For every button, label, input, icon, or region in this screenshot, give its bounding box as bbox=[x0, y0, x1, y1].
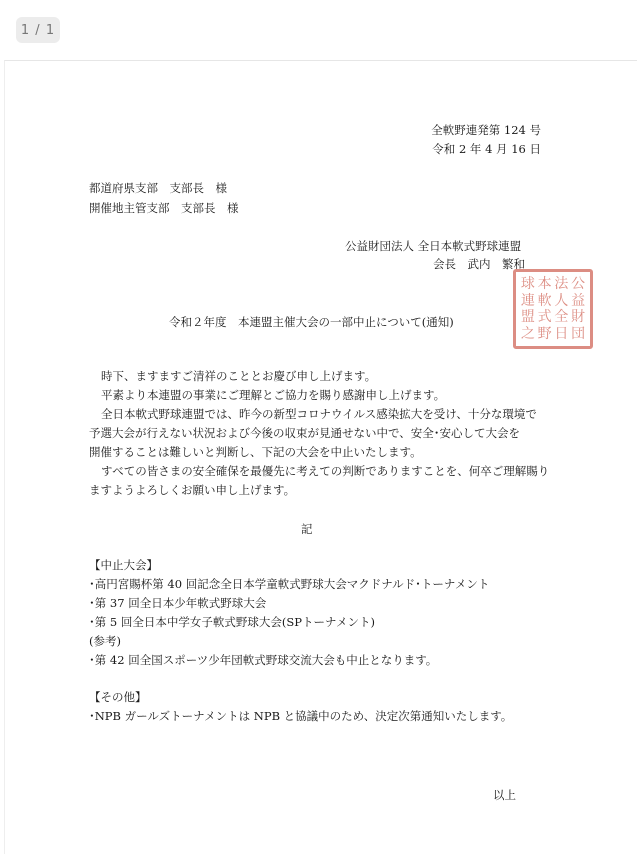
document-page bbox=[4, 60, 637, 854]
ki-label: 記 bbox=[301, 522, 313, 536]
seal-glyph: 本 bbox=[537, 275, 552, 292]
cancelled-item: ･高円宮賜杯第 40 回記念全日本学童軟式野球大会マクドナルド･トーナメント bbox=[89, 577, 490, 591]
cancelled-item: ･第 37 回全日本少年軟式野球大会 bbox=[89, 596, 267, 610]
seal-glyph: 連 bbox=[520, 292, 535, 309]
body-line: 予選大会が行えない状況および今後の収束が見通せない中で、安全･安心して大会を bbox=[89, 426, 521, 440]
seal-glyph: 軟 bbox=[537, 292, 552, 309]
reference-label: (参考) bbox=[89, 634, 121, 648]
recipient-1: 都道府県支部 支部長 様 bbox=[89, 181, 227, 195]
seal-glyph: 之 bbox=[520, 326, 535, 343]
seal-glyph: 人 bbox=[554, 292, 569, 309]
cancelled-item: ･第 5 回全日本中学女子軟式野球大会(SPトーナメント) bbox=[89, 615, 376, 629]
doc-date: 令和 2 年 4 月 16 日 bbox=[432, 142, 541, 156]
viewer-toolbar bbox=[0, 0, 640, 58]
seal-glyph: 法 bbox=[554, 275, 569, 292]
seal-glyph: 全 bbox=[554, 309, 569, 326]
seal-glyph: 球 bbox=[520, 275, 535, 292]
seal-glyph: 日 bbox=[554, 326, 569, 343]
cancelled-heading: 【中止大会】 bbox=[89, 558, 158, 572]
sender-org: 公益財団法人 全日本軟式野球連盟 bbox=[345, 239, 522, 253]
seal-glyph: 盟 bbox=[520, 309, 535, 326]
other-heading: 【その他】 bbox=[89, 690, 147, 704]
body-line: 全日本軟式野球連盟では、昨今の新型コロナウイルス感染拡大を受け、十分な環境で bbox=[101, 407, 537, 421]
seal-glyph: 財 bbox=[571, 309, 586, 326]
page-indicator: 1 / 1 bbox=[16, 17, 60, 43]
seal-glyph: 団 bbox=[571, 326, 586, 343]
body-line: 平素より本連盟の事業にご理解とご協力を賜り感謝申し上げます。 bbox=[101, 388, 446, 402]
body-line: すべての皆さまの安全確保を最優先に考えての判断でありますことを、何卒ご理解賜り bbox=[101, 464, 550, 478]
seal-glyph: 公 bbox=[571, 275, 586, 292]
other-item: ･NPB ガールズトーナメントは NPB と協議中のため、決定次第通知いたします。 bbox=[89, 709, 513, 723]
body-line: ますようよろしくお願い申し上げます。 bbox=[89, 483, 296, 497]
seal-glyph: 益 bbox=[571, 292, 586, 309]
doc-title: 令和２年度 本連盟主催大会の一部中止について(通知) bbox=[169, 315, 454, 329]
official-seal bbox=[513, 269, 593, 349]
recipient-2: 開催地主管支部 支部長 様 bbox=[89, 201, 239, 215]
body-line: 開催することは難しいと判断し、下記の大会を中止いたします。 bbox=[89, 445, 422, 459]
body-line: 時下、ますますご清祥のこととお慶び申し上げます。 bbox=[101, 369, 377, 383]
reference-item: ･第 42 回全国スポーツ少年団軟式野球交流大会も中止となります。 bbox=[89, 653, 438, 667]
doc-number: 全軟野連発第 124 号 bbox=[431, 123, 541, 137]
closing: 以上 bbox=[493, 788, 516, 802]
sender-name: 会長 武内 繁和 bbox=[433, 257, 525, 271]
seal-glyph: 野 bbox=[537, 326, 552, 343]
seal-glyph: 式 bbox=[537, 309, 552, 326]
